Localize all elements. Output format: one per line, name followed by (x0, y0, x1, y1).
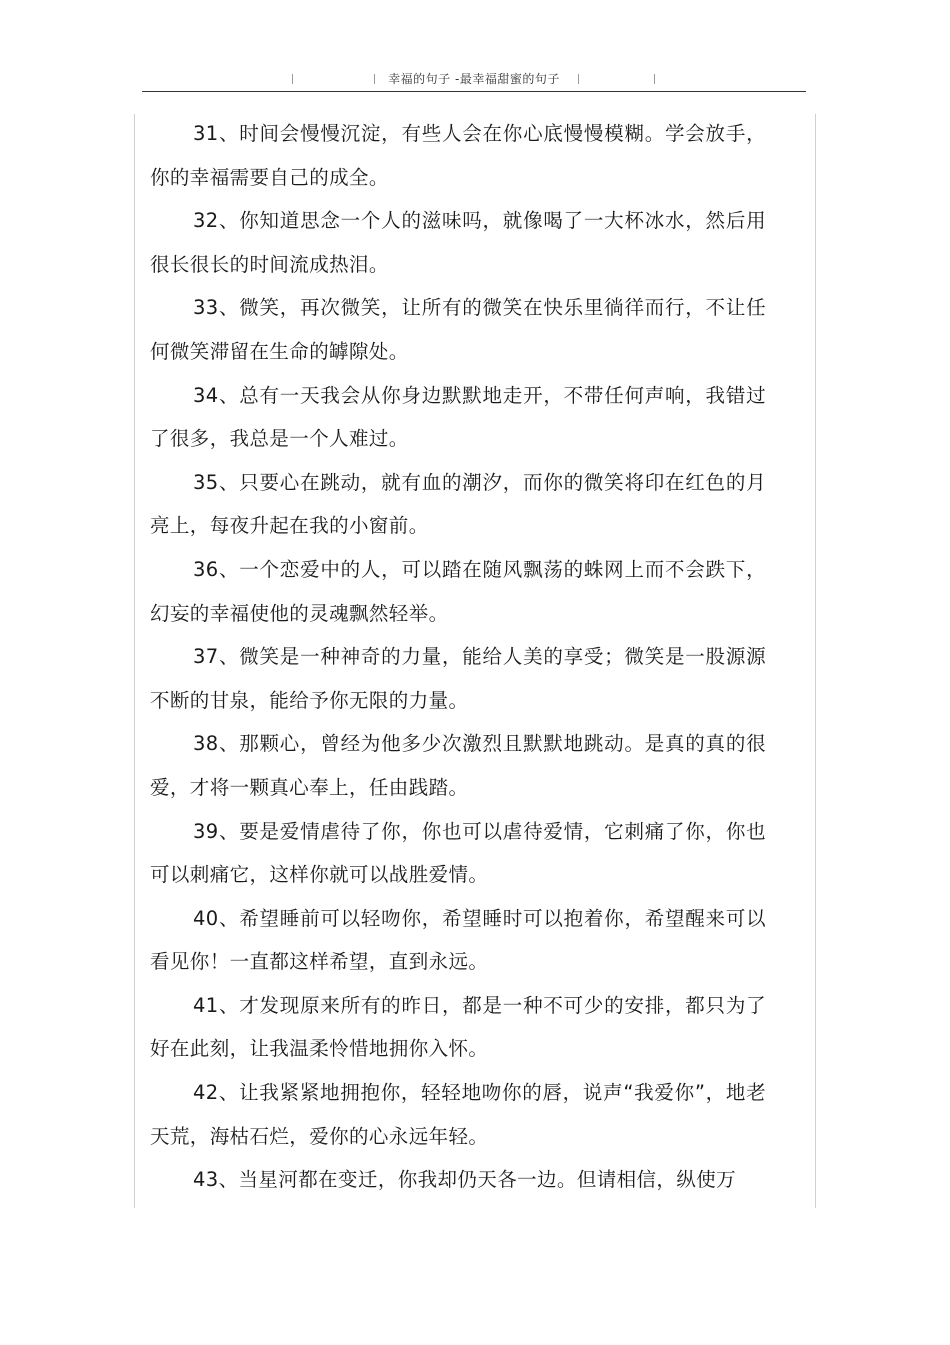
left-margin-line (134, 114, 135, 1208)
paragraph-43: 43、当星河都在变迁，你我却仍天各一边。但请相信，纵使万 (193, 1168, 737, 1192)
header-tick-right-inner (578, 74, 579, 84)
paragraph-31: 31、时间会慢慢沉淀，有些人会在你心底慢慢模糊。学会放手，你的幸福需要自己的成全。 (150, 122, 766, 189)
header-tick-right (654, 74, 655, 84)
paragraph-42: 42、让我紧紧地拥抱你，轻轻地吻你的唇，说声“我爱你”，地老天荒，海枯石烂，爱你的心永远年轻。 (150, 1081, 766, 1148)
paragraph-37: 37、微笑是一种神奇的力量，能给人美的享受；微笑是一股源源不断的甘泉，能给予你无限的力量。 (150, 645, 766, 712)
paragraph-39: 39、要是爱情虐待了你，你也可以虐待爱情，它刺痛了你，你也可以刺痛它，这样你就可以战胜爱情。 (150, 819, 766, 887)
page-header (142, 62, 806, 92)
paragraph-41: 41、才发现原来所有的昨日，都是一种不可少的安排，都只为了好在此刻，让我温柔怜惜地拥你入怀。 (150, 993, 766, 1061)
header-rule (142, 91, 806, 92)
document-body (150, 112, 766, 1202)
paragraph-36: 36、一个恋爱中的人，可以踏在随风飘荡的蛛网上而不会跌下，幻妄的幸福使他的灵魂飘然轻举。 (150, 557, 766, 625)
paragraph-32: 32、你知道思念一个人的滋味吗，就像喝了一大杯冰水，然后用很长很长的时间流成热泪。 (150, 209, 766, 276)
right-margin-line (815, 114, 816, 1208)
paragraph-35: 35、只要心在跳动，就有血的潮汐，而你的微笑将印在红色的月亮上，每夜升起在我的小窗前。 (150, 470, 766, 538)
paragraph-40: 40、希望睡前可以轻吻你，希望睡时可以抱着你，希望醒来可以看见你！一直都这样希望，直到永远。 (150, 906, 766, 974)
paragraph-34: 34、总有一天我会从你身边默默地走开，不带任何声响，我错过了很多，我总是一个人难过。 (150, 383, 766, 451)
header-title: 幸福的句子 -最幸福甜蜜的句子 (388, 72, 560, 86)
paragraph-38: 38、那颗心，曾经为他多少次激烈且默默地跳动。是真的真的很爱，才将一颗真心奉上，任由践踏。 (150, 732, 766, 799)
paragraph-33: 33、微笑，再次微笑，让所有的微笑在快乐里徜徉而行，不让任何微笑滞留在生命的罅隙处。 (150, 296, 766, 363)
